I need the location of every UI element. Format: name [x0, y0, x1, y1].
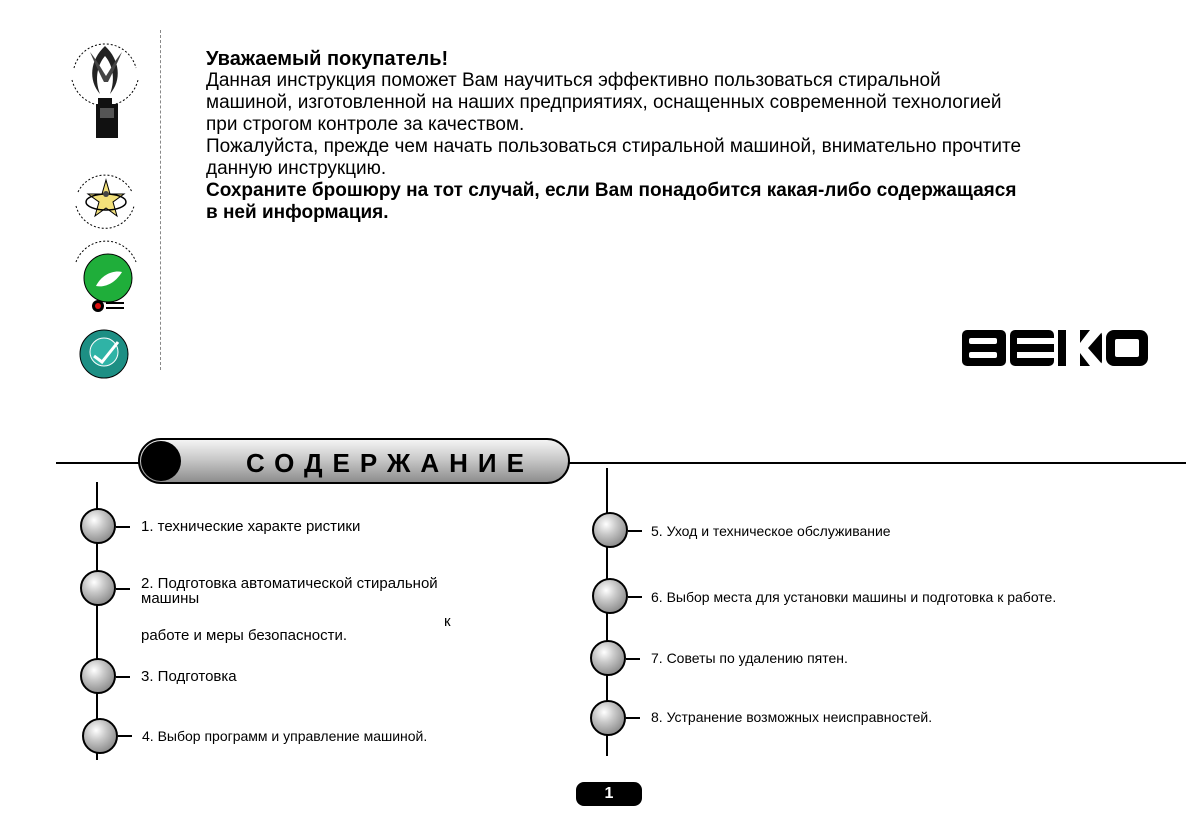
toc-tick — [628, 530, 642, 532]
intro-line: при строгом контроле за качеством. — [206, 114, 525, 135]
teal-award-icon — [80, 330, 128, 378]
toc-item-2[interactable] — [141, 576, 438, 606]
green-award-icon — [76, 241, 136, 312]
intro-heading: Уважаемый покупатель! — [206, 48, 449, 70]
toc-tick — [116, 526, 130, 528]
toc-item-1[interactable]: 1. технические характе ристики — [141, 518, 361, 535]
intro-bold-line: в ней информация. — [206, 202, 389, 223]
award-seal-icons — [60, 30, 150, 390]
toc-bullet — [590, 700, 626, 736]
intro-bold-line: Сохраните брошюру на тот случай, если Вам понадобится какая-либо содержащаяся — [206, 180, 1017, 201]
toc-rule-left — [56, 462, 140, 464]
toc-bullet — [590, 640, 626, 676]
toc-item-2-line1: 2. Подготовка автоматической стиральной — [141, 575, 438, 592]
toc-bullet — [592, 512, 628, 548]
toc-header-dot — [141, 441, 181, 481]
toc-item-3[interactable]: 3. Подготовка — [141, 668, 237, 685]
toc-item-5[interactable]: 5. Уход и техническое обслуживание — [651, 523, 891, 539]
toc-item-6[interactable]: 6. Выбор места для установки машины и подготовка к работе. — [651, 589, 1057, 605]
intro-line: Пожалуйста, прежде чем начать пользоваться стиральной машиной, внимательно прочтите — [206, 136, 1022, 157]
beko-logo-icon — [962, 330, 1148, 366]
intro-line: Данная инструкция поможет Вам научиться эффективно пользоваться стиральной — [206, 70, 941, 91]
page-number: 1 — [576, 782, 642, 806]
toc-tick — [626, 717, 640, 719]
logo-divider — [160, 30, 162, 370]
toc-item-2-line3[interactable]: работе и меры безопасности. — [141, 627, 347, 644]
toc-bullet — [80, 508, 116, 544]
toc-bullet — [592, 578, 628, 614]
toc-bullet — [80, 658, 116, 694]
toc-bullet — [82, 718, 118, 754]
toc-item-2-line2: машины — [141, 590, 200, 607]
intro-text — [206, 48, 1166, 224]
toc-item-8[interactable]: 8. Устранение возможных неисправностей. — [651, 709, 933, 725]
intro-line: машиной, изготовленной на наших предприятиях, оснащенных современной технологией — [206, 92, 1002, 113]
toc-title: СОДЕРЖАНИЕ — [246, 448, 534, 478]
toc-header — [138, 438, 570, 484]
trophy-award-icon — [72, 44, 138, 138]
toc-tick — [116, 676, 130, 678]
toc-tick — [628, 596, 642, 598]
award-logos — [60, 30, 150, 390]
toc-rule-right — [568, 462, 1186, 464]
toc-tick — [626, 658, 640, 660]
toc-tick — [116, 588, 130, 590]
star-award-icon — [76, 175, 134, 228]
intro-line: данную инструкцию. — [206, 158, 387, 179]
beko-logo — [962, 330, 1148, 371]
toc-item-7[interactable]: 7. Советы по удалению пятен. — [651, 650, 848, 666]
toc-item-2-extra: к — [444, 613, 451, 630]
toc-bullet — [80, 570, 116, 606]
toc-tick — [118, 735, 132, 737]
toc-item-4[interactable]: 4. Выбор программ и управление машиной. — [142, 728, 428, 744]
